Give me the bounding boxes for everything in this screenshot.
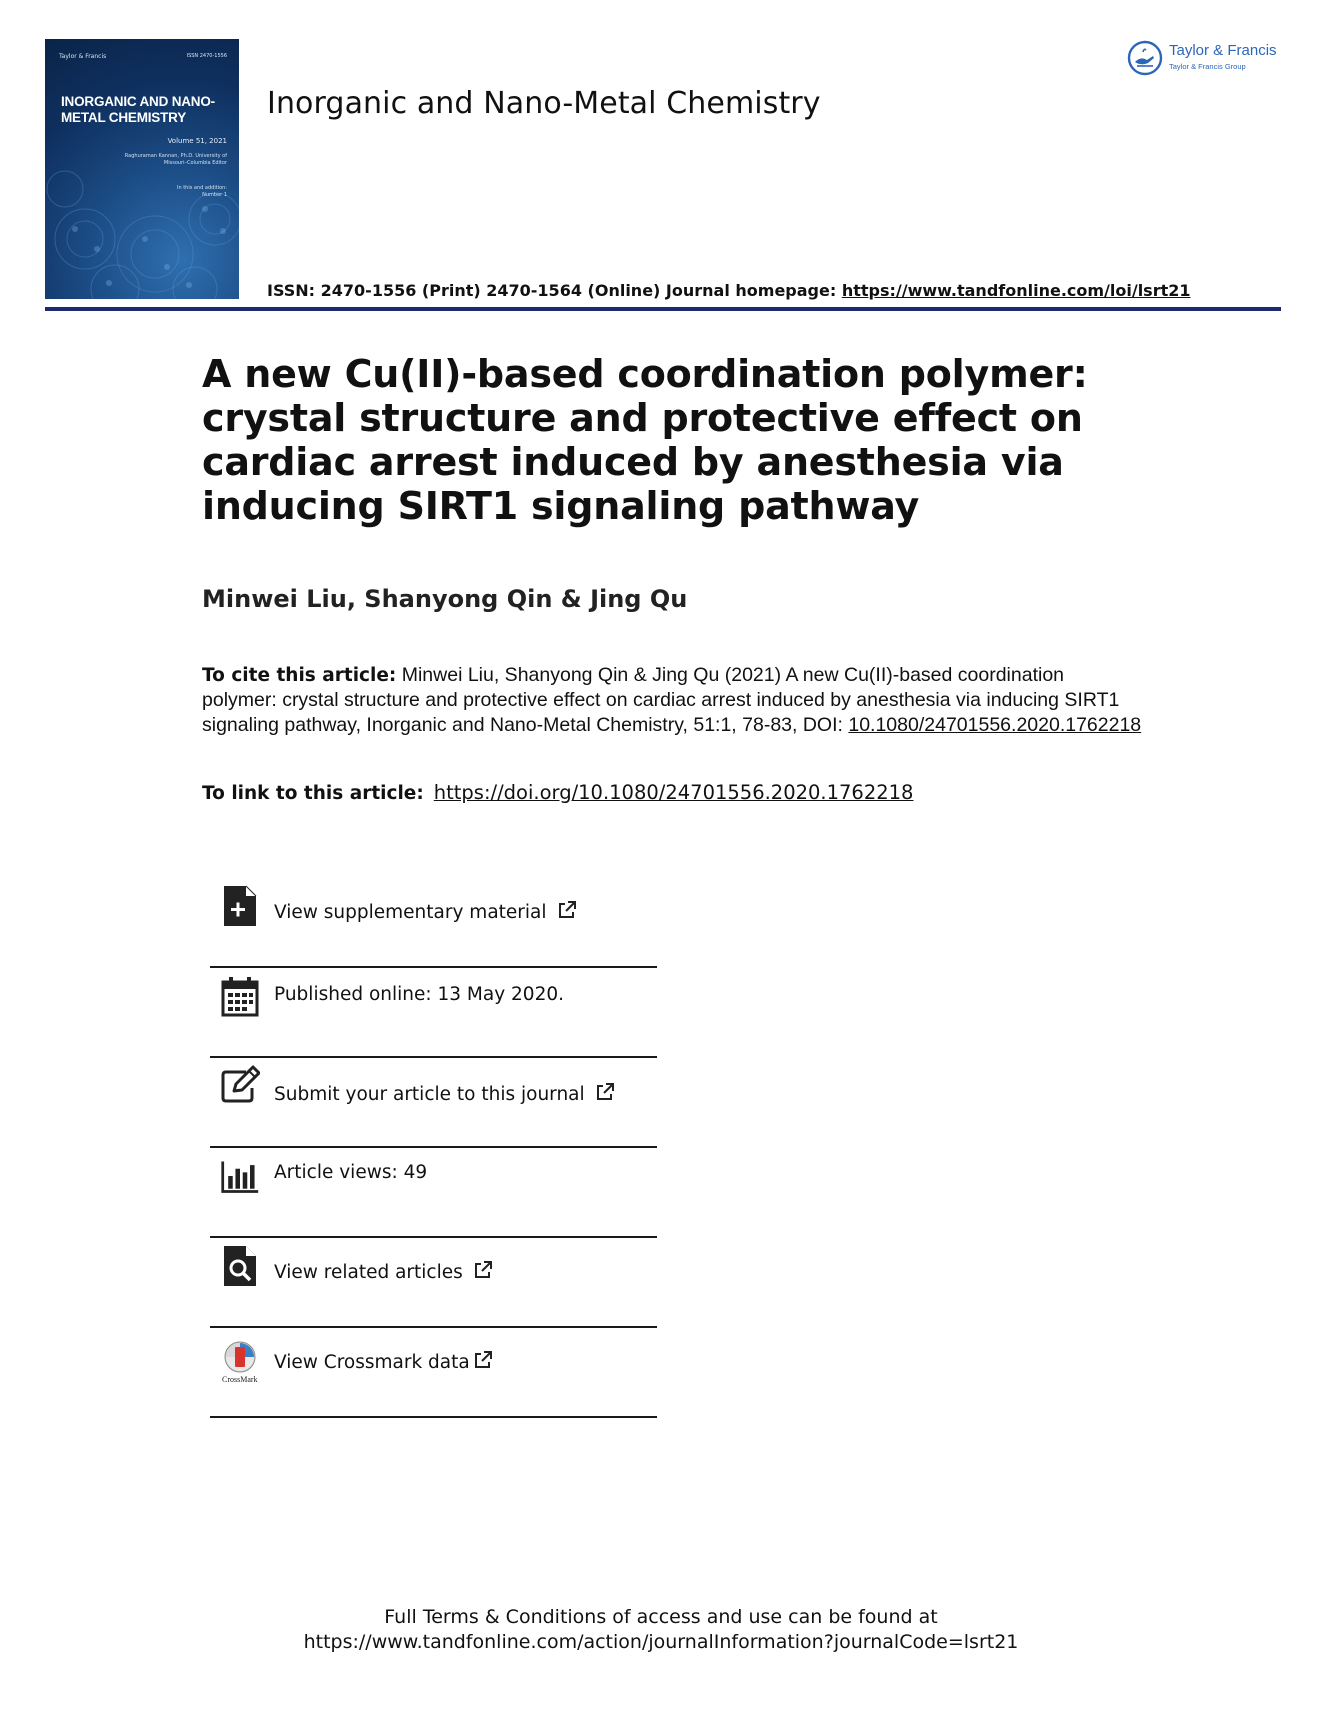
- cite-text: Minwei Liu, Shanyong Qin & Jing Qu (2021) A new Cu(II)-based coordination polymer: crystal structure and protective effect on cardiac arrest induced by anesthesia via inducing SIRT1 signaling pathway, Inorganic and Nano-Metal Chemistry, 51:1, 78-83, DOI:: [202, 664, 1120, 736]
- cover-volume: Volume 51, 2021: [167, 137, 227, 145]
- submit-article-label: Submit your article to this journal: [274, 1082, 615, 1105]
- submit-article-row[interactable]: [210, 1056, 657, 1148]
- journal-name: Inorganic and Nano-Metal Chemistry: [267, 86, 821, 121]
- external-link-icon: [473, 1260, 493, 1280]
- crossmark-logo-text: CrossMark: [222, 1375, 258, 1384]
- edit-icon: [220, 1064, 260, 1108]
- published-online-label: Published online: 13 May 2020.: [274, 984, 565, 1005]
- bar-chart-icon: [220, 1154, 260, 1198]
- calendar-icon: [220, 974, 260, 1018]
- cover-molecule-pattern: [45, 39, 239, 299]
- article-doi-link[interactable]: https://doi.org/10.1080/24701556.2020.1762218: [433, 781, 914, 804]
- external-link-icon: [473, 1350, 493, 1370]
- journal-cover-image: [45, 39, 239, 299]
- link-label: To link to this article:: [202, 783, 424, 804]
- external-link-icon: [595, 1082, 615, 1102]
- footer-terms-line: Full Terms & Conditions of access and use can be found at: [384, 1606, 938, 1628]
- supplementary-label: View supplementary material: [274, 900, 577, 923]
- article-title: A new Cu(II)-based coordination polymer: crystal structure and protective effect on cardiac arrest induced by anesthesia via inducing SIRT1 signaling pathway: [202, 352, 1088, 528]
- cite-doi-link[interactable]: 10.1080/24701556.2020.1762218: [848, 714, 1142, 736]
- header-divider: [45, 307, 1281, 311]
- article-views-row: [210, 1146, 657, 1238]
- published-online-row: [210, 966, 657, 1058]
- terms-footer: [0, 1605, 1322, 1655]
- logo-name: Taylor & Francis: [1169, 42, 1277, 59]
- taylor-francis-logo[interactable]: [1127, 38, 1287, 78]
- article-authors: Minwei Liu, Shanyong Qin & Jing Qu: [202, 585, 688, 613]
- related-articles-label: View related articles: [274, 1260, 493, 1283]
- issn-line: [267, 281, 1191, 300]
- journal-homepage-link[interactable]: https://www.tandfonline.com/loi/lsrt21: [841, 281, 1191, 300]
- cite-label: To cite this article:: [202, 665, 397, 686]
- document-search-icon: [220, 1244, 260, 1288]
- crossmark-row[interactable]: [210, 1326, 657, 1418]
- cover-editor: Raghuraman Kannan, Ph.D. University of Missouri–Columbia Editor: [124, 153, 227, 166]
- logo-group: Taylor & Francis Group: [1169, 62, 1246, 71]
- related-articles-row[interactable]: [210, 1236, 657, 1328]
- footer-terms-url[interactable]: https://www.tandfonline.com/action/journalInformation?journalCode=lsrt21: [303, 1631, 1019, 1653]
- cover-publisher: Taylor & Francis: [59, 53, 107, 60]
- cover-issue: In this and addition: Number 1: [176, 185, 227, 198]
- add-document-icon: [220, 884, 260, 928]
- cover-title: INORGANIC AND NANO-METAL CHEMISTRY: [61, 94, 215, 125]
- issn-text: ISSN: 2470-1556 (Print) 2470-1564 (Online) Journal homepage:: [267, 281, 842, 300]
- article-views-label: Article views: 49: [274, 1162, 428, 1183]
- supplementary-material-row[interactable]: [210, 876, 657, 968]
- taylor-francis-lamp-icon: [1127, 40, 1163, 76]
- article-link-line: [202, 781, 913, 804]
- crossmark-label: View Crossmark data: [274, 1350, 493, 1373]
- external-link-icon: [557, 900, 577, 920]
- cover-issn: ISSN 2470-1556: [186, 53, 227, 59]
- citation-block: [202, 663, 1142, 738]
